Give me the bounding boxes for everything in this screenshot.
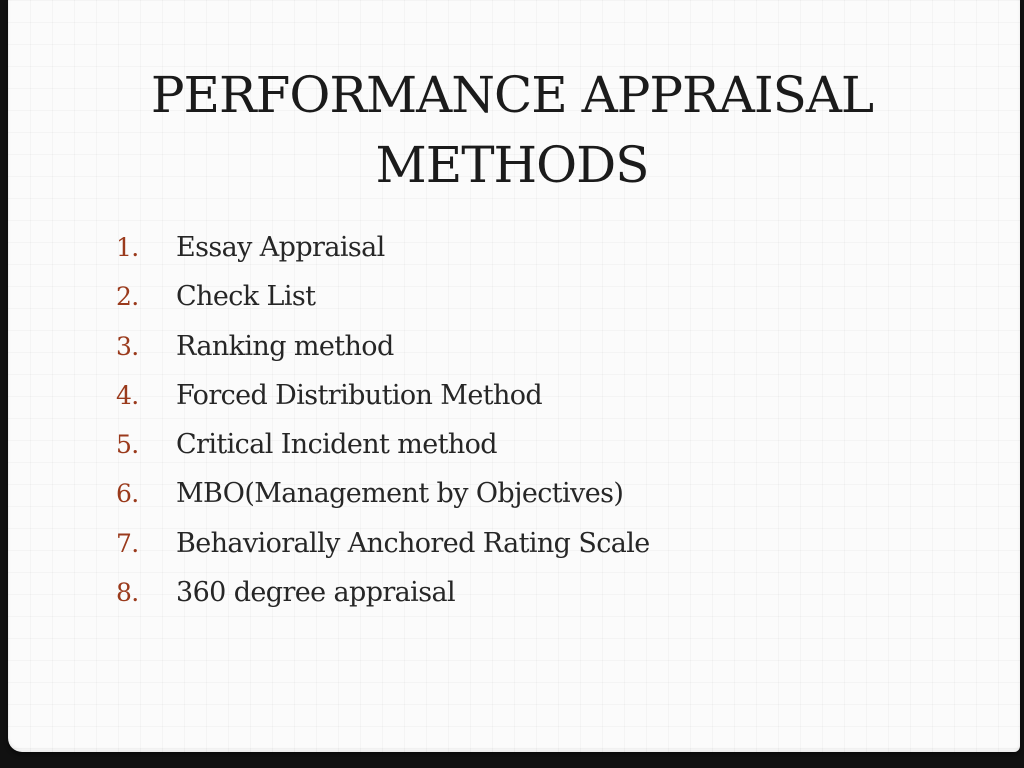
appraisal-methods-list <box>116 232 650 626</box>
slide-title-line-2: METHODS <box>375 136 649 194</box>
list-item <box>116 232 650 281</box>
list-item-number: 2. <box>116 282 139 312</box>
list-item-text: Essay Appraisal <box>176 232 385 263</box>
list-item-text: MBO(Management by Objectives) <box>176 478 624 510</box>
list-item-text: 360 degree appraisal <box>176 577 456 609</box>
list-item-number: 5. <box>116 430 139 460</box>
list-item <box>116 380 650 429</box>
list-item-text: Ranking method <box>176 330 394 362</box>
list-item <box>116 577 650 626</box>
list-item-text: Check List <box>176 281 316 313</box>
list-item-number: 7. <box>116 528 139 558</box>
list-item-number: 6. <box>116 479 139 509</box>
list-item <box>116 528 650 577</box>
list-item-text: Forced Distribution Method <box>176 379 543 411</box>
list-item-number: 4. <box>116 380 139 410</box>
list-item-number: 3. <box>116 331 139 361</box>
slide-title-line-1: PERFORMANCE APPRAISAL <box>150 66 874 124</box>
list-item <box>116 331 650 380</box>
list-item <box>116 478 650 527</box>
list-item-text: Behaviorally Anchored Rating Scale <box>176 527 650 559</box>
slide-title <box>0 60 1024 200</box>
list-item-number: 1. <box>116 233 139 262</box>
list-item-number: 8. <box>116 578 139 608</box>
list-item <box>116 281 650 330</box>
list-item <box>116 429 650 478</box>
list-item-text: Critical Incident method <box>176 429 497 461</box>
